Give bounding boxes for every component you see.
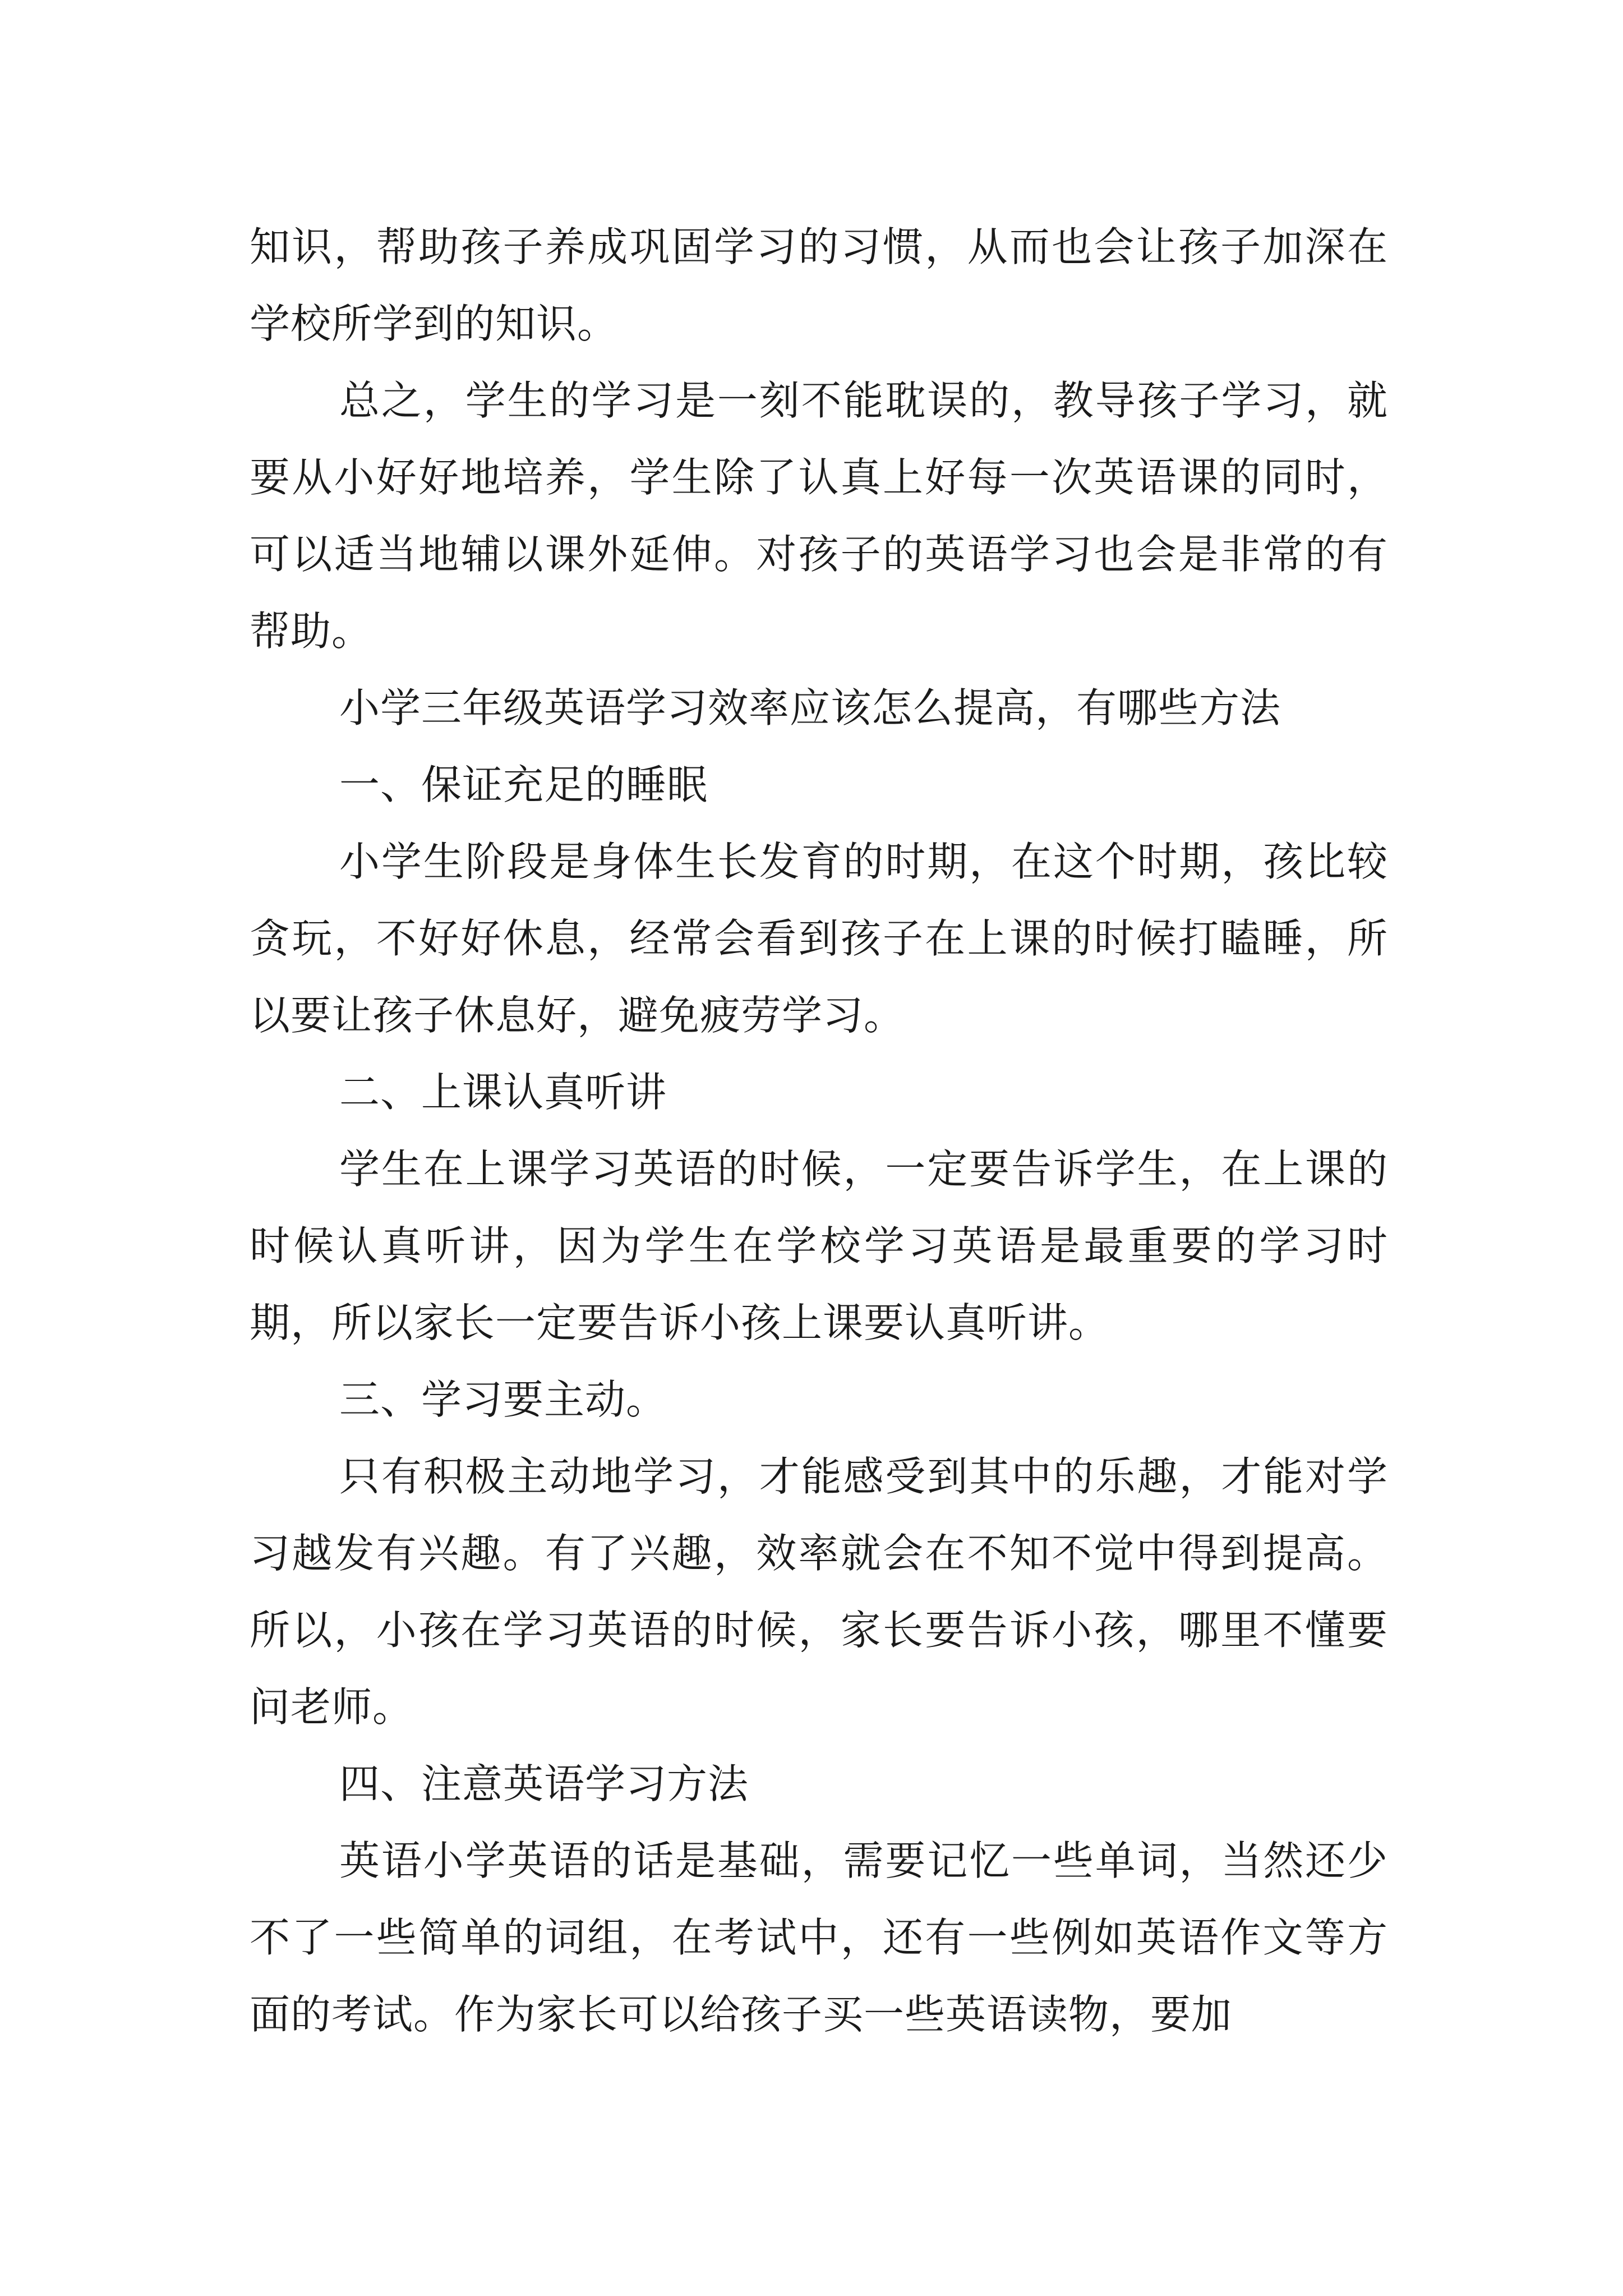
paragraph-continued: 知识，帮助孩子养成巩固学习的习惯，从而也会让孩子加深在学校所学到的知识。 (250, 223, 1388, 347)
heading-1: 一、保证充足的睡眠 (339, 761, 708, 808)
section-title: 小学三年级英语学习效率应该怎么提高，有哪些方法 (339, 684, 1281, 731)
paragraph-3: 只有积极主动地学习，才能感受到其中的乐趣，才能对学习越发有兴趣。有了兴趣，效率就会在不知不觉中得到提高。所以，小孩在学习英语的时候，家长要告诉小孩，哪里不懂要问老师。 (250, 1453, 1388, 1731)
paragraph-summary: 总之，学生的学习是一刻不能耽误的，教导孩子学习，就要从小好好地培养，学生除了认真上好每一次英语课的同时，可以适当地辅以课外延伸。对孩子的英语学习也会是非常的有帮助。 (250, 377, 1388, 655)
document-body (250, 209, 1388, 2053)
paragraph-1: 小学生阶段是身体生长发育的时期，在这个时期，孩比较贪玩，不好好休息，经常会看到孩子在上课的时候打瞌睡，所以要让孩子休息好，避免疲劳学习。 (250, 838, 1388, 1039)
heading-4: 四、注意英语学习方法 (339, 1760, 749, 1807)
paragraph-4: 英语小学英语的话是基础，需要记忆一些单词，当然还少不了一些简单的词组，在考试中，还有一些例如英语作文等方面的考试。作为家长可以给孩子买一些英语读物，要加 (250, 1837, 1388, 2038)
heading-3: 三、学习要主动。 (339, 1376, 667, 1423)
paragraph-2: 学生在上课学习英语的时候，一定要告诉学生，在上课的时候认真听讲，因为学生在学校学习英语是最重要的学习时期，所以家长一定要告诉小孩上课要认真听讲。 (250, 1145, 1388, 1346)
heading-2: 二、上课认真听讲 (339, 1069, 667, 1116)
